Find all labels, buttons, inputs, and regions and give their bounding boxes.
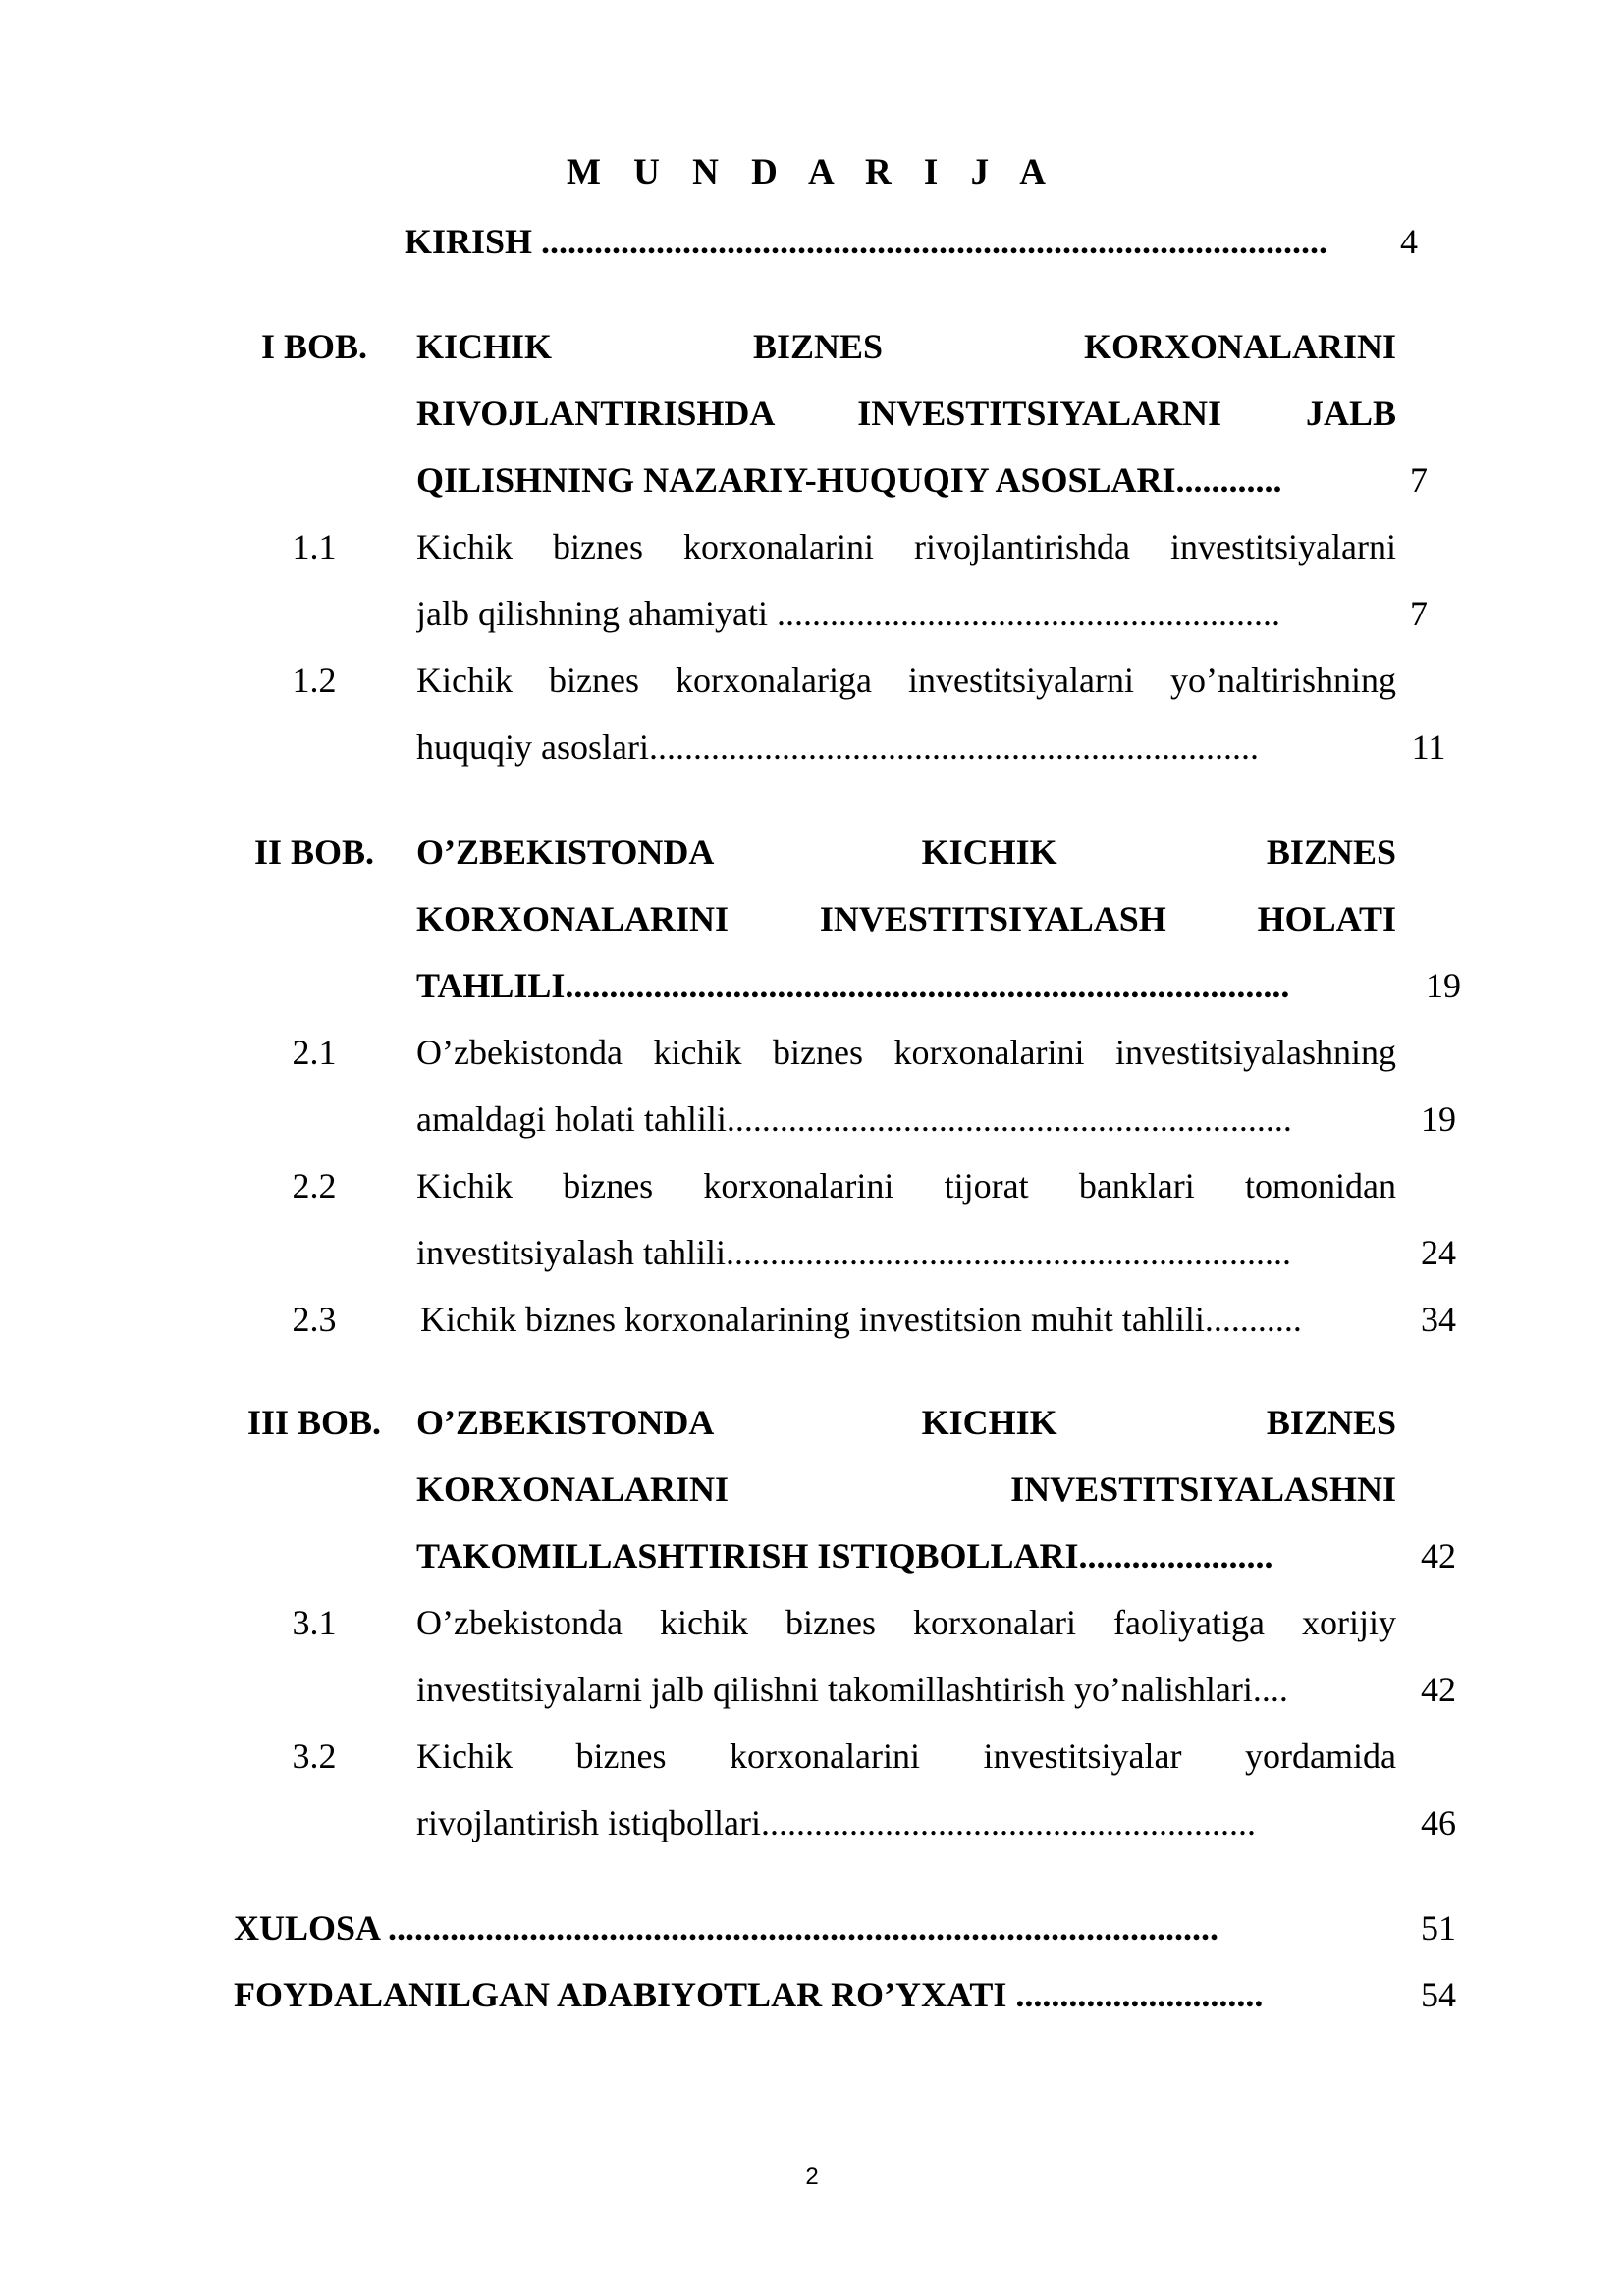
toc-page-number: 51 bbox=[1421, 1908, 1456, 1948]
section-2-1-line2[interactable] bbox=[0, 1090, 1624, 1148]
section-1-2[interactable] bbox=[0, 651, 1624, 710]
section-title: Kichik biznes korxonalarini investitsiyalar yordamida bbox=[416, 1736, 1396, 1776]
toc-entry-text: KIRISH ......................................................................................... bbox=[405, 222, 1328, 261]
toc-page-number: 24 bbox=[1421, 1233, 1456, 1272]
toc-page-number: 46 bbox=[1421, 1803, 1456, 1842]
toc-entry-kirish[interactable] bbox=[0, 212, 1624, 271]
section-3-2[interactable] bbox=[0, 1727, 1624, 1786]
toc-entry-text: FOYDALANILGAN ADABIYOTLAR RO’YXATI ............................ bbox=[234, 1975, 1264, 2014]
section-1-1-line2[interactable] bbox=[0, 584, 1624, 643]
chapter-2-heading-line2 bbox=[0, 889, 1624, 948]
toc-page-number: 54 bbox=[1421, 1975, 1456, 2014]
section-title: Kichik biznes korxonalarining investitsion muhit tahlili........... bbox=[420, 1300, 1302, 1339]
section-1-2-line2[interactable] bbox=[0, 718, 1624, 776]
section-title: investitsiyalarni jalb qilishni takomillashtirish yo’nalishlari.... bbox=[416, 1670, 1288, 1709]
chapter-2-heading-line3[interactable] bbox=[0, 956, 1624, 1015]
toc-page-number: 11 bbox=[1411, 727, 1446, 767]
chapter-title: KICHIK BIZNES KORXONALARINI bbox=[416, 327, 1396, 366]
toc-page-number: 34 bbox=[1421, 1300, 1456, 1339]
toc-page-number: 19 bbox=[1421, 1099, 1456, 1139]
section-2-2[interactable] bbox=[0, 1156, 1624, 1215]
section-number: 3.1 bbox=[292, 1603, 337, 1642]
section-3-2-line2[interactable] bbox=[0, 1793, 1624, 1852]
toc-entry-adabiyotlar[interactable] bbox=[0, 1965, 1624, 2024]
section-title: huquqiy asoslari..................................................................... bbox=[416, 727, 1259, 767]
toc-entry-xulosa[interactable] bbox=[0, 1898, 1624, 1957]
section-number: 2.1 bbox=[292, 1033, 337, 1072]
section-3-1-line2[interactable] bbox=[0, 1660, 1624, 1719]
chapter-label: II BOB. bbox=[253, 832, 375, 872]
chapter-1-heading-line3[interactable] bbox=[0, 451, 1624, 509]
section-title: rivojlantirish istiqbollari........................................................ bbox=[416, 1803, 1256, 1842]
section-number: 3.2 bbox=[292, 1736, 337, 1776]
chapter-title: TAHLILI.................................................................................. bbox=[416, 966, 1290, 1005]
toc-page-number: 7 bbox=[1410, 460, 1428, 500]
chapter-label: III BOB. bbox=[246, 1403, 382, 1442]
chapter-title: RIVOJLANTIRISHDA INVESTITSIYALARNI JALB bbox=[416, 394, 1396, 433]
chapter-title: QILISHNING NAZARIY-HUQUQIY ASOSLARI............ bbox=[416, 460, 1282, 500]
chapter-title: KORXONALARINI INVESTITSIYALASH HOLATI bbox=[416, 899, 1396, 938]
toc-page-number: 4 bbox=[1400, 222, 1418, 261]
section-title: Kichik biznes korxonalarini rivojlantirishda investitsiyalarni bbox=[416, 527, 1396, 566]
toc-page-number: 19 bbox=[1426, 966, 1461, 1005]
chapter-1-heading-line1[interactable] bbox=[0, 317, 1624, 376]
chapter-title: O’ZBEKISTONDA KICHIK BIZNES bbox=[416, 832, 1396, 872]
section-3-1[interactable] bbox=[0, 1593, 1624, 1652]
section-number: 1.2 bbox=[292, 661, 337, 700]
toc-page-number: 42 bbox=[1421, 1670, 1456, 1709]
section-title: amaldagi holati tahlili................................................................ bbox=[416, 1099, 1292, 1139]
toc-page-number: 42 bbox=[1421, 1536, 1456, 1575]
toc-entry-text: XULOSA .............................................................................................. bbox=[234, 1908, 1219, 1948]
chapter-title: O’ZBEKISTONDA KICHIK BIZNES bbox=[416, 1403, 1396, 1442]
section-number: 2.3 bbox=[292, 1300, 337, 1339]
toc-title: M U N D A R I J A bbox=[566, 152, 1058, 192]
chapter-2-heading-line1[interactable] bbox=[0, 823, 1624, 881]
chapter-title: KORXONALARINI INVESTITSIYALASHNI bbox=[416, 1469, 1396, 1509]
section-1-1[interactable] bbox=[0, 517, 1624, 576]
chapter-title: TAKOMILLASHTIRISH ISTIQBOLLARI...................... bbox=[416, 1536, 1273, 1575]
section-title: Kichik biznes korxonalariga investitsiyalarni yo’naltirishning bbox=[416, 661, 1396, 700]
section-title: O’zbekistonda kichik biznes korxonalari faoliyatiga xorijiy bbox=[416, 1603, 1396, 1642]
chapter-label: I BOB. bbox=[260, 327, 368, 366]
chapter-3-heading-line2 bbox=[0, 1460, 1624, 1519]
section-2-3[interactable] bbox=[0, 1290, 1624, 1349]
section-number: 2.2 bbox=[292, 1166, 337, 1205]
page-number: 2 bbox=[805, 2163, 819, 2190]
section-title: investitsiyalash tahlili................................................................ bbox=[416, 1233, 1291, 1272]
section-number: 1.1 bbox=[292, 527, 337, 566]
chapter-3-heading-line1[interactable] bbox=[0, 1393, 1624, 1452]
section-2-1[interactable] bbox=[0, 1023, 1624, 1082]
section-title: Kichik biznes korxonalarini tijorat banklari tomonidan bbox=[416, 1166, 1396, 1205]
section-title: jalb qilishning ahamiyati ......................................................... bbox=[416, 594, 1280, 633]
chapter-1-heading-line2 bbox=[0, 384, 1624, 443]
section-2-2-line2[interactable] bbox=[0, 1223, 1624, 1282]
chapter-3-heading-line3[interactable] bbox=[0, 1526, 1624, 1585]
toc-page-number: 7 bbox=[1410, 594, 1428, 633]
section-title: O’zbekistonda kichik biznes korxonalarini investitsiyalashning bbox=[416, 1033, 1396, 1072]
